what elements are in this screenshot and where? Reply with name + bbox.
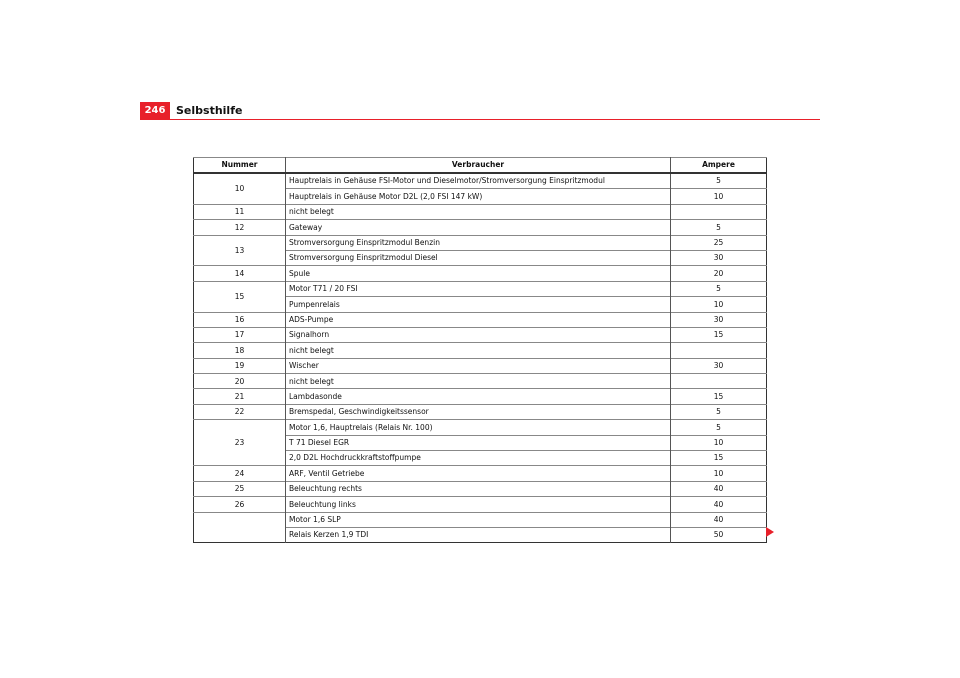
- consumer-cell: Motor 1,6, Hauptrelais (Relais Nr. 100): [286, 420, 671, 435]
- ampere-cell: 10: [671, 189, 767, 204]
- fuse-number-cell: 18: [194, 343, 286, 358]
- ampere-cell: [671, 343, 767, 358]
- fuse-number-cell: 16: [194, 312, 286, 327]
- fuse-number-cell: 10: [194, 173, 286, 204]
- table-row: [194, 281, 767, 296]
- consumer-cell: Spule: [286, 266, 671, 281]
- next-page-arrow-icon: [766, 527, 774, 537]
- table-row: [194, 374, 767, 389]
- ampere-cell: 15: [671, 327, 767, 342]
- consumer-cell: T 71 Diesel EGR: [286, 435, 671, 450]
- fuse-number-cell: 22: [194, 404, 286, 419]
- table-row: [194, 266, 767, 281]
- ampere-cell: 40: [671, 512, 767, 527]
- ampere-cell: 25: [671, 235, 767, 250]
- table-header-row: [194, 158, 767, 174]
- ampere-cell: 40: [671, 481, 767, 496]
- consumer-cell: Lambdasonde: [286, 389, 671, 404]
- fuse-number-cell: 23: [194, 420, 286, 466]
- ampere-cell: 10: [671, 297, 767, 312]
- fuse-number-cell: 19: [194, 358, 286, 373]
- table-row: [194, 312, 767, 327]
- ampere-cell: 15: [671, 389, 767, 404]
- fuse-number-cell: [194, 512, 286, 543]
- column-header-number: Nummer: [194, 158, 286, 174]
- consumer-cell: ADS-Pumpe: [286, 312, 671, 327]
- ampere-cell: 30: [671, 250, 767, 265]
- consumer-cell: Signalhorn: [286, 327, 671, 342]
- table-row: [194, 343, 767, 358]
- fuse-number-cell: 14: [194, 266, 286, 281]
- consumer-cell: nicht belegt: [286, 374, 671, 389]
- consumer-cell: Hauptrelais in Gehäuse Motor D2L (2,0 FSI 147 kW): [286, 189, 671, 204]
- fuse-number-cell: 15: [194, 281, 286, 312]
- column-header-consumer: Verbraucher: [286, 158, 671, 174]
- ampere-cell: 30: [671, 358, 767, 373]
- table-row: [194, 204, 767, 219]
- fuse-number-cell: 13: [194, 235, 286, 266]
- consumer-cell: Wischer: [286, 358, 671, 373]
- ampere-cell: 15: [671, 451, 767, 466]
- fuse-number-cell: 12: [194, 220, 286, 235]
- consumer-cell: Motor 1,6 SLP: [286, 512, 671, 527]
- ampere-cell: [671, 374, 767, 389]
- table-row: [194, 235, 767, 250]
- consumer-cell: ARF, Ventil Getriebe: [286, 466, 671, 481]
- ampere-cell: 20: [671, 266, 767, 281]
- consumer-cell: Stromversorgung Einspritzmodul Benzin: [286, 235, 671, 250]
- fuse-number-cell: 26: [194, 497, 286, 512]
- fuse-number-cell: 24: [194, 466, 286, 481]
- consumer-cell: Bremspedal, Geschwindigkeitssensor: [286, 404, 671, 419]
- ampere-cell: 40: [671, 497, 767, 512]
- table-row: [194, 466, 767, 481]
- ampere-cell: [671, 204, 767, 219]
- table-row: [194, 358, 767, 373]
- consumer-cell: nicht belegt: [286, 343, 671, 358]
- ampere-cell: 10: [671, 466, 767, 481]
- consumer-cell: Beleuchtung rechts: [286, 481, 671, 496]
- consumer-cell: Beleuchtung links: [286, 497, 671, 512]
- consumer-cell: nicht belegt: [286, 204, 671, 219]
- ampere-cell: 5: [671, 220, 767, 235]
- header-rule: [140, 119, 820, 120]
- ampere-cell: 5: [671, 281, 767, 296]
- consumer-cell: Stromversorgung Einspritzmodul Diesel: [286, 250, 671, 265]
- table-row: [194, 404, 767, 419]
- fuse-table: [193, 157, 767, 543]
- ampere-cell: 50: [671, 527, 767, 542]
- consumer-cell: Hauptrelais in Gehäuse FSI-Motor und Dieselmotor/Stromversorgung Einspritzmodul: [286, 173, 671, 189]
- table-row: [194, 420, 767, 435]
- fuse-number-cell: 21: [194, 389, 286, 404]
- fuse-number-cell: 20: [194, 374, 286, 389]
- ampere-cell: 5: [671, 420, 767, 435]
- page-number: 246: [140, 102, 170, 119]
- table-row: [194, 327, 767, 342]
- table-row: [194, 497, 767, 512]
- table-row: [194, 512, 767, 527]
- consumer-cell: Relais Kerzen 1,9 TDI: [286, 527, 671, 542]
- table-row: [194, 389, 767, 404]
- fuse-number-cell: 25: [194, 481, 286, 496]
- consumer-cell: Gateway: [286, 220, 671, 235]
- consumer-cell: 2,0 D2L Hochdruckkraftstoffpumpe: [286, 451, 671, 466]
- ampere-cell: 5: [671, 404, 767, 419]
- ampere-cell: 10: [671, 435, 767, 450]
- ampere-cell: 30: [671, 312, 767, 327]
- chapter-title: Selbsthilfe: [176, 104, 243, 117]
- table-row: [194, 173, 767, 189]
- ampere-cell: 5: [671, 173, 767, 189]
- fuse-number-cell: 17: [194, 327, 286, 342]
- fuse-number-cell: 11: [194, 204, 286, 219]
- table-row: [194, 220, 767, 235]
- table-row: [194, 481, 767, 496]
- page-header: [140, 102, 820, 120]
- column-header-ampere: Ampere: [671, 158, 767, 174]
- consumer-cell: Pumpenrelais: [286, 297, 671, 312]
- consumer-cell: Motor T71 / 20 FSI: [286, 281, 671, 296]
